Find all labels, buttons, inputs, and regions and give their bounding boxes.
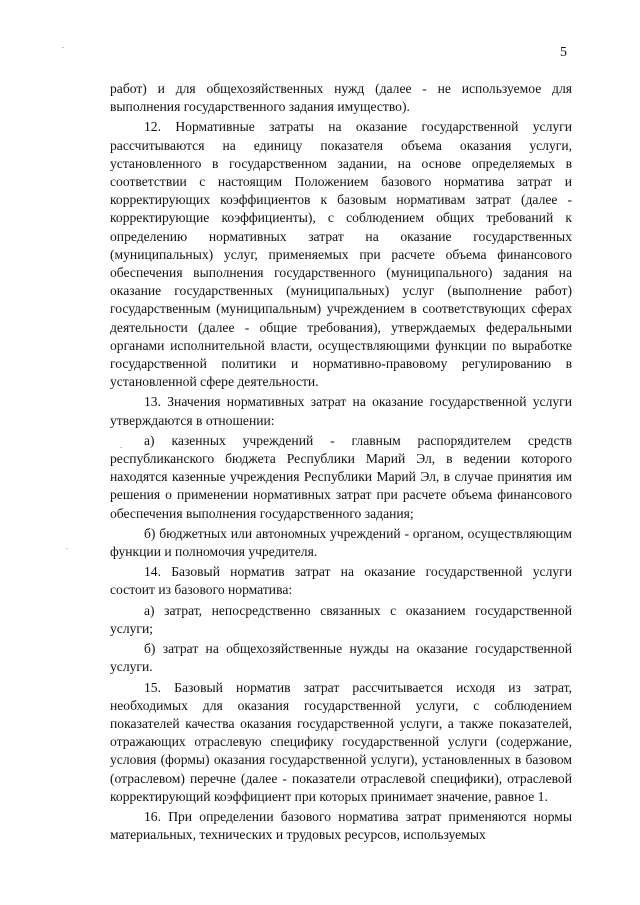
paragraph-12: 12. Нормативные затраты на оказание государственной услуги рассчитываются на единицу показателя объема оказания услуги, установленного в государственном задании, на основе определяемых в соответствии с настоящим Положением базового норматива затрат и корректирующих коэффициентов к базовым нормативам затрат (далее - корректирующие коэффициенты), с соблюдением общих требований к определению нормативных затрат на оказание государственных (муниципальных) услуг, применяемых при расчете объема финансового обеспечения выполнения государственного (муниципального) задания на оказание государственных (муниципальных) услуг (выполнение работ) государственным (муниципальным) учреждением в соответствующих сферах деятельности (далее - общие требования), утверждаемых федеральными органами исполнительной власти, осуществляющими функции по выработке государственной политики и нормативно-правовому регулированию в установленной сфере деятельности. <box>110 119 572 390</box>
scan-speck <box>120 447 122 448</box>
paragraph-14-b: б) затрат на общехозяйственные нужды на оказание государственной услуги. <box>110 641 572 675</box>
scan-speck <box>62 47 64 48</box>
scan-speck <box>66 548 68 549</box>
paragraph-13-b: б) бюджетных или автономных учреждений - органом, осуществляющим функции и полномочия учредителя. <box>110 525 572 560</box>
paragraph-continuation: работ) и для общехозяйственных нужд (далее - не используемое для выполнения государственного задания имущество). <box>110 81 572 115</box>
paragraph-14-a: а) затрат, непосредственно связанных с оказанием государственной услуги; <box>110 602 572 636</box>
paragraph-13-a: а) казенных учреждений - главным распорядителем средств республиканского бюджета Республики Марий Эл, в ведении которого находятся казенные учреждения Республики Марий Эл, в случае принятия им решения о применении нормативных затрат при расчете объема финансового обеспечения выполнения государственного задания; <box>110 432 572 521</box>
paragraph-16: 16. При определении базового норматива затрат применяются нормы материальных, технических и трудовых ресурсов, используемых <box>110 808 572 843</box>
paragraph-14: 14. Базовый норматив затрат на оказание государственной услуги состоит из базового норматива: <box>110 564 572 598</box>
document-body <box>110 80 572 844</box>
page-number: 5 <box>560 45 567 60</box>
paragraph-15: 15. Базовый норматив затрат рассчитывается исходя из затрат, необходимых для оказания государственной услуги, с соблюдением показателей качества оказания государственной услуги, а также показателей, отражающих отраслевую специфику государственной услуги (содержание, условия (формы) оказания государственной услуги), установленных в базовом (отраслевом) перечне (далее - показатели отраслевой специфики), отраслевой корректирующий коэффициент при которых принимает значение, равное 1. <box>110 679 572 804</box>
paragraph-13: 13. Значения нормативных затрат на оказание государственной услуги утверждаются в отношении: <box>110 394 572 428</box>
